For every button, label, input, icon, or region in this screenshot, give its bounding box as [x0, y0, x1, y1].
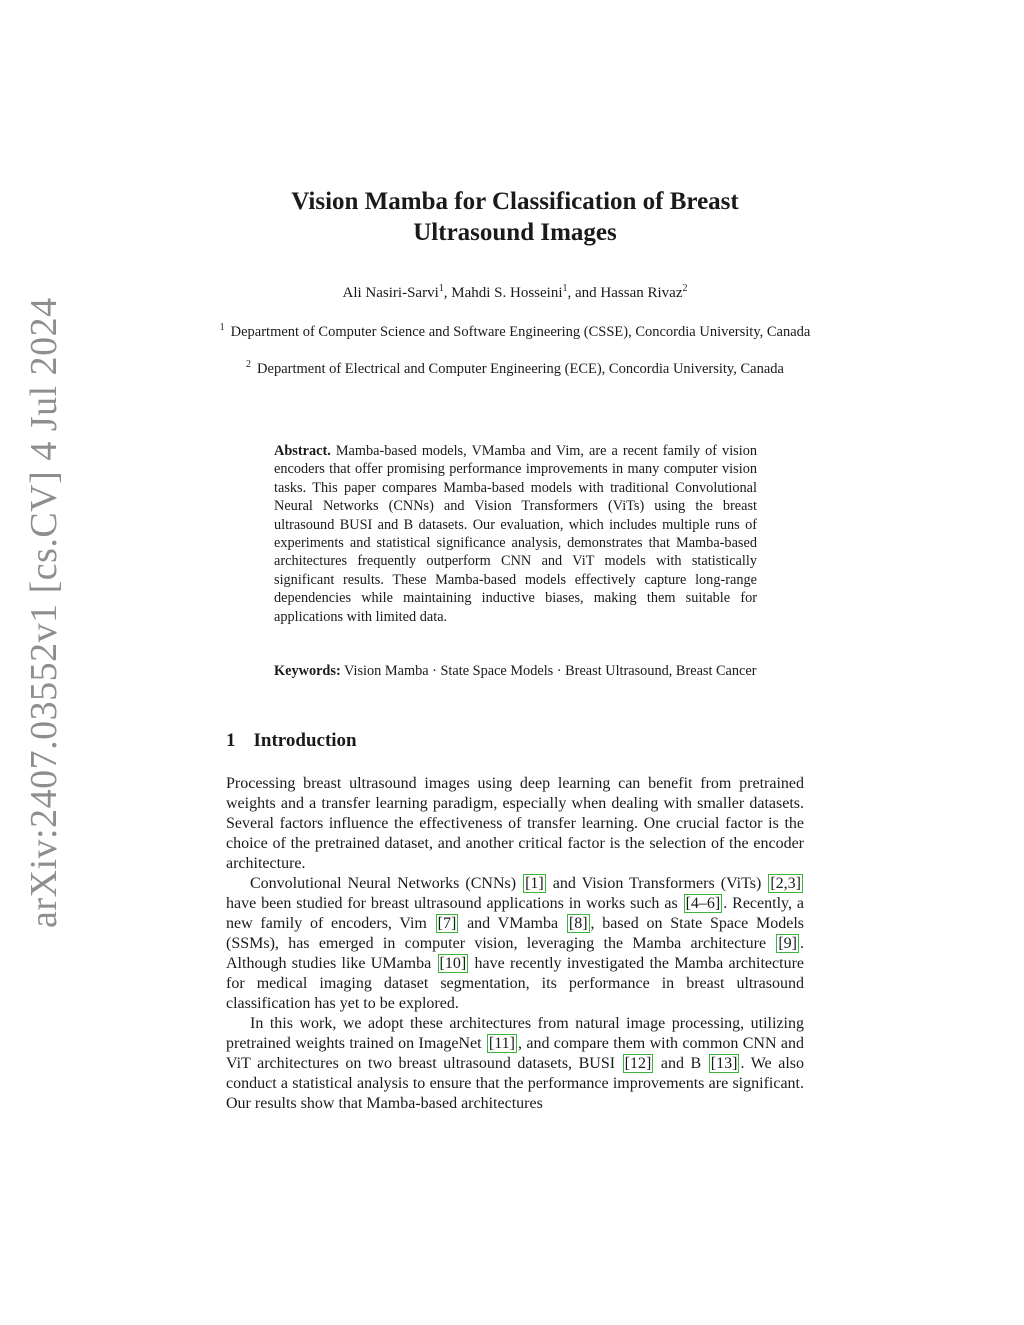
text-run: Convolutional Neural Networks (CNNs) [250, 875, 523, 892]
citation-link[interactable]: [7] [437, 915, 457, 932]
author-affil-mark: 2 [682, 283, 688, 294]
affiliation-text: Department of Electrical and Computer Engineering (ECE), Concordia University, Canada [257, 360, 784, 377]
citation-link[interactable]: [8] [568, 915, 588, 932]
text-run: have recently investigated the Mamba architecture for medical imaging dataset segmentation, its performance in breast ultrasound classification has yet to be explored. [226, 955, 805, 1012]
text-run: have been studied for breast ultrasound applications in works such as [226, 895, 683, 912]
author-name: Mahdi S. Hosseini [451, 285, 563, 301]
author-name: Hassan Rivaz [600, 285, 683, 301]
text-run: . Although studies like UMamba [226, 935, 804, 972]
text-run: . Recently, a new family of encoders, Vim [226, 895, 804, 932]
paper-title [200, 186, 830, 248]
citation-link[interactable]: [12] [624, 1055, 652, 1072]
author-list: Ali Nasiri-Sarvi$^1$, Mahdi S. Hosseini$^1$, and Hassan Rivaz$^2$ [342, 283, 688, 301]
keywords [274, 662, 757, 680]
keywords-label: Keywords: [274, 663, 341, 679]
citation-link[interactable]: [9] [778, 935, 797, 952]
arxiv-side-stamp: arXiv:2407.03552v1 [cs.CV] 4 Jul 2024 [23, 297, 65, 928]
abstract [274, 442, 757, 626]
affiliation-number: 2 [246, 359, 252, 370]
text-run: , based on State Space Models (SSMs), has emerged in computer vision, leveraging the Mamba architecture [226, 915, 805, 952]
affiliation-number: 1 [219, 322, 225, 333]
text-run: , and compare them with common CNN and ViT architectures on two breast ultrasound datasets, BUSI [226, 1035, 804, 1072]
citation-link[interactable]: [10] [439, 955, 467, 972]
text-run: . We also conduct a statistical analysis to ensure that the performance improvements are significant. Our results show that Mamba-based architectures [226, 1055, 804, 1112]
title-line-1: Vision Mamba for Classification of Breast [291, 188, 739, 215]
citation-link[interactable]: [4–6] [685, 895, 721, 912]
paragraph-1: Processing breast ultrasound images using deep learning can benefit from pretrained weights and a transfer learning paradigm, especially when dealing with smaller datasets. Several factors influence the effectiveness of transfer learning. One crucial factor is the choice of the pretrained dataset, and another critical factor is the selection of the encoder architecture. [226, 775, 804, 872]
author-name: Ali Nasiri-Sarvi [342, 285, 439, 301]
affiliation-text: Department of Computer Science and Software Engineering (CSSE), Concordia University, Canada [230, 323, 811, 340]
section-heading-introduction [226, 730, 357, 752]
citation-link[interactable]: [1] [525, 875, 544, 892]
introduction-body [226, 774, 804, 1114]
title-line-2: Ultrasound Images [413, 219, 617, 246]
abstract-label: Abstract. [274, 443, 331, 459]
author-affil-mark: 1 [438, 283, 444, 294]
paragraph-3 [226, 1014, 804, 1114]
citation-link[interactable]: [11] [488, 1035, 515, 1052]
abstract-text: Mamba-based models, VMamba and Vim, are a recent family of vision encoders that offer promising performance improvements in many computer vision tasks. This paper compares Mamba-based models with traditional Convolutional Neural Networks (CNNs) and Vision Transformers (ViTs) using the breast ultrasound BUSI and B datasets. Our evaluation, which includes multiple runs of experiments and statistical significance analysis, demonstrates that Mamba-based architectures frequently outperform CNN and ViT models with statistically significant results. These Mamba-based models effectively capture long-range dependencies while maintaining inductive biases, making them suitable for applications with limited data. [274, 443, 758, 625]
section-number: 1 [226, 730, 236, 751]
paragraph-2 [226, 874, 804, 1014]
citation-link[interactable]: [2,3] [770, 875, 801, 892]
text-run: and VMamba [459, 915, 566, 932]
section-title: Introduction [253, 730, 357, 751]
text-run: and B [654, 1055, 708, 1072]
text-run: In this work, we adopt these architectures from natural image processing, utilizing pretrained weights trained on ImageNet [226, 1015, 804, 1052]
author-affil-mark: 1 [562, 283, 568, 294]
citation-link[interactable]: [13] [710, 1055, 738, 1072]
text-run: and Vision Transformers (ViTs) [546, 875, 768, 892]
keywords-text: Vision Mamba · State Space Models · Breast Ultrasound, Breast Cancer [344, 663, 757, 679]
affiliation-2 [200, 356, 830, 378]
affiliation-1 [200, 319, 830, 341]
